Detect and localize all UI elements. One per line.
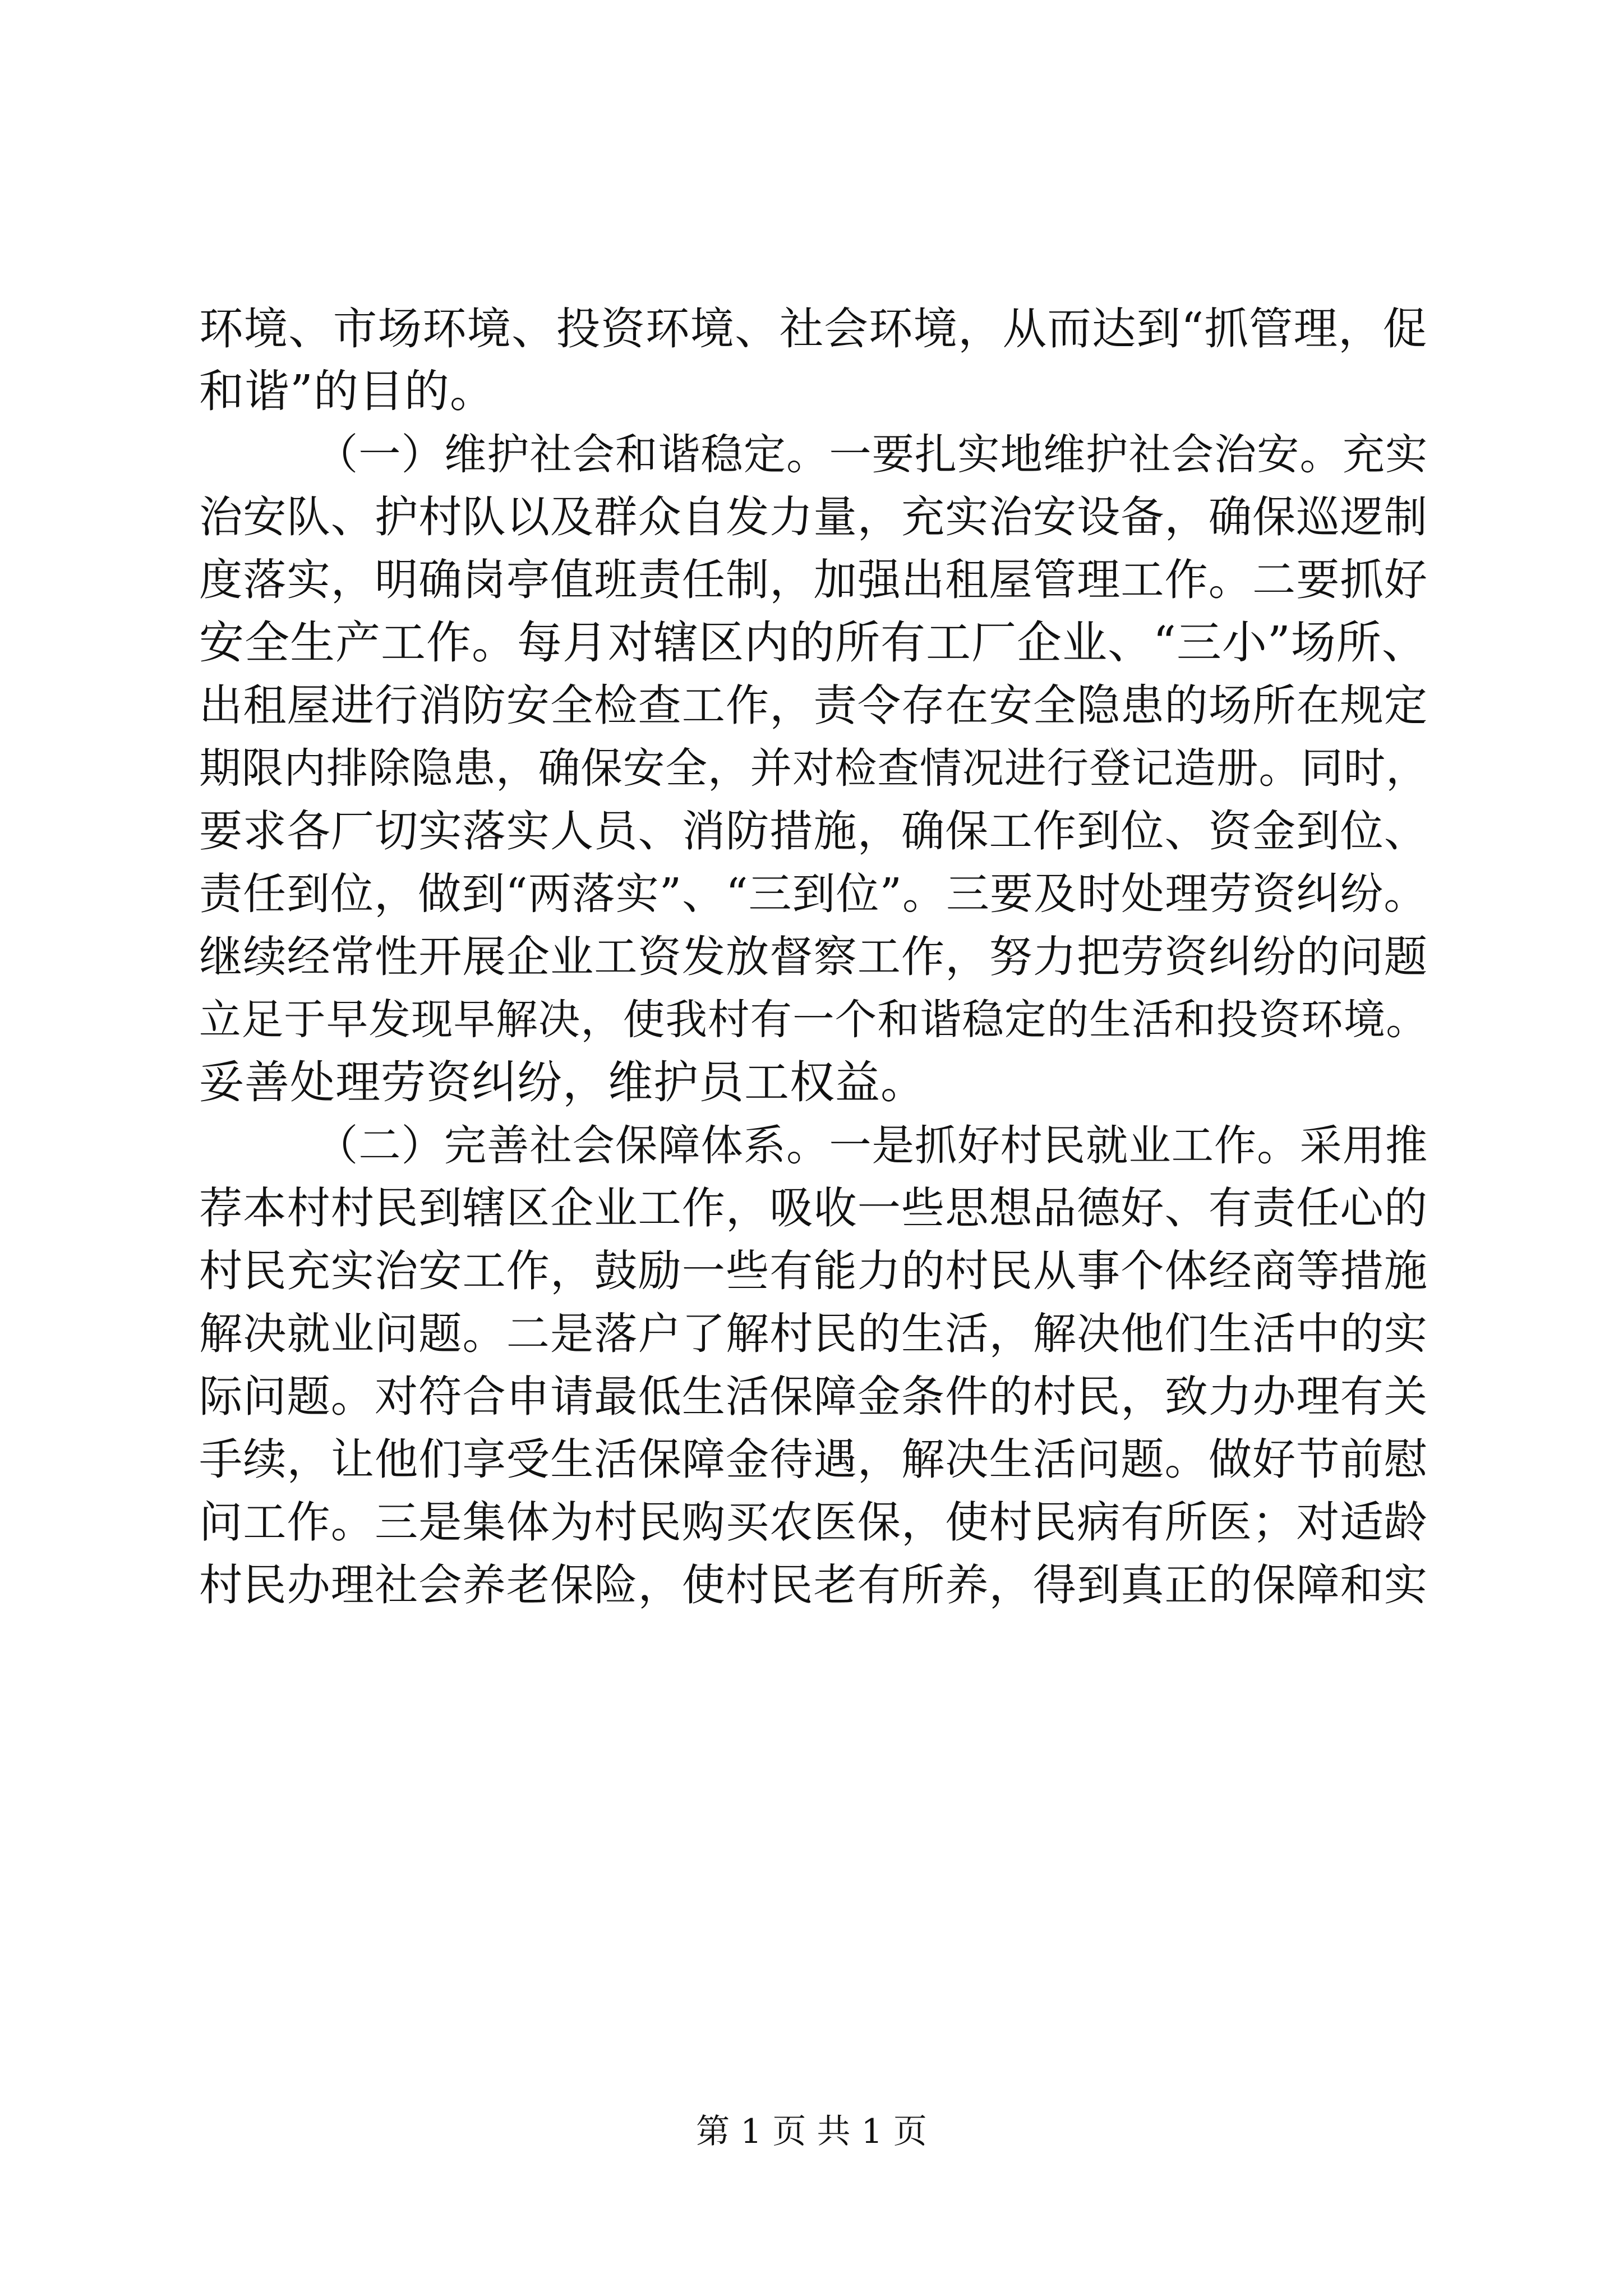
text-line: 安全生产工作。每月对辖区内的所有工厂企业、“三小”场所、: [199, 616, 1427, 669]
page-number-label: 第 1 页 共 1 页: [696, 2112, 927, 2151]
text-line: 村民办理社会养老保险，使村民老有所养，得到真正的保障和实: [199, 1560, 1428, 1611]
text-line: 出租屋进行消防安全检查工作，责令存在安全隐患的场所在规定: [199, 680, 1428, 731]
text-line: 村民充实治安工作，鼓励一些有能力的村民从事个体经商等措施: [199, 1246, 1428, 1296]
body-text: [199, 297, 1427, 1617]
text-line: 度落实，明确岗亭值班责任制，加强出租屋管理工作。二要抓好: [199, 555, 1428, 605]
paragraph-1-first-line: （一）维护社会和谐稳定。一要扎实地维护社会治安。充实: [316, 430, 1428, 479]
paragraph-2-first-line: （二）完善社会保障体系。一是抓好村民就业工作。采用推: [316, 1121, 1428, 1170]
text-line: 责任到位，做到“两落实”、“三到位”。三要及时处理劳资纠纷。: [199, 869, 1428, 919]
text-line: 环境、市场环境、投资环境、社会环境，从而达到“抓管理，促: [199, 303, 1428, 355]
text-line: 继续经常性开展企业工资发放督察工作，努力把劳资纠纷的问题: [199, 932, 1428, 982]
text-line: 妥善处理劳资纠纷，维护员工权益。: [199, 1056, 926, 1108]
text-line: 期限内排除隐患，确保安全，并对检查情况进行登记造册。同时，: [199, 744, 1428, 793]
text-line: 荐本村村民到辖区企业工作，吸收一些思想品德好、有责任心的: [199, 1183, 1428, 1234]
text-line: 和谐”的目的。: [199, 365, 495, 417]
text-line: 立足于早发现早解决，使我村有一个和谐稳定的生活和投资环境。: [199, 995, 1428, 1044]
text-line: 手续，让他们享受生活保障金待遇，解决生活问题。做好节前慰: [199, 1434, 1428, 1485]
page-footer: [0, 2109, 1623, 2154]
text-line: 要求各厂切实落实人员、消防措施，确保工作到位、资金到位、: [199, 806, 1428, 857]
text-line: 解决就业问题。二是落户了解村民的生活，解决他们生活中的实: [199, 1309, 1428, 1359]
text-line: 治安队、护村队以及群众自发力量，充实治安设备，确保巡逻制: [199, 492, 1428, 542]
text-line: 问工作。三是集体为村民购买农医保，使村民病有所医；对适龄: [199, 1497, 1428, 1548]
text-line: 际问题。对符合申请最低生活保障金条件的村民，致力办理有关: [199, 1372, 1428, 1422]
